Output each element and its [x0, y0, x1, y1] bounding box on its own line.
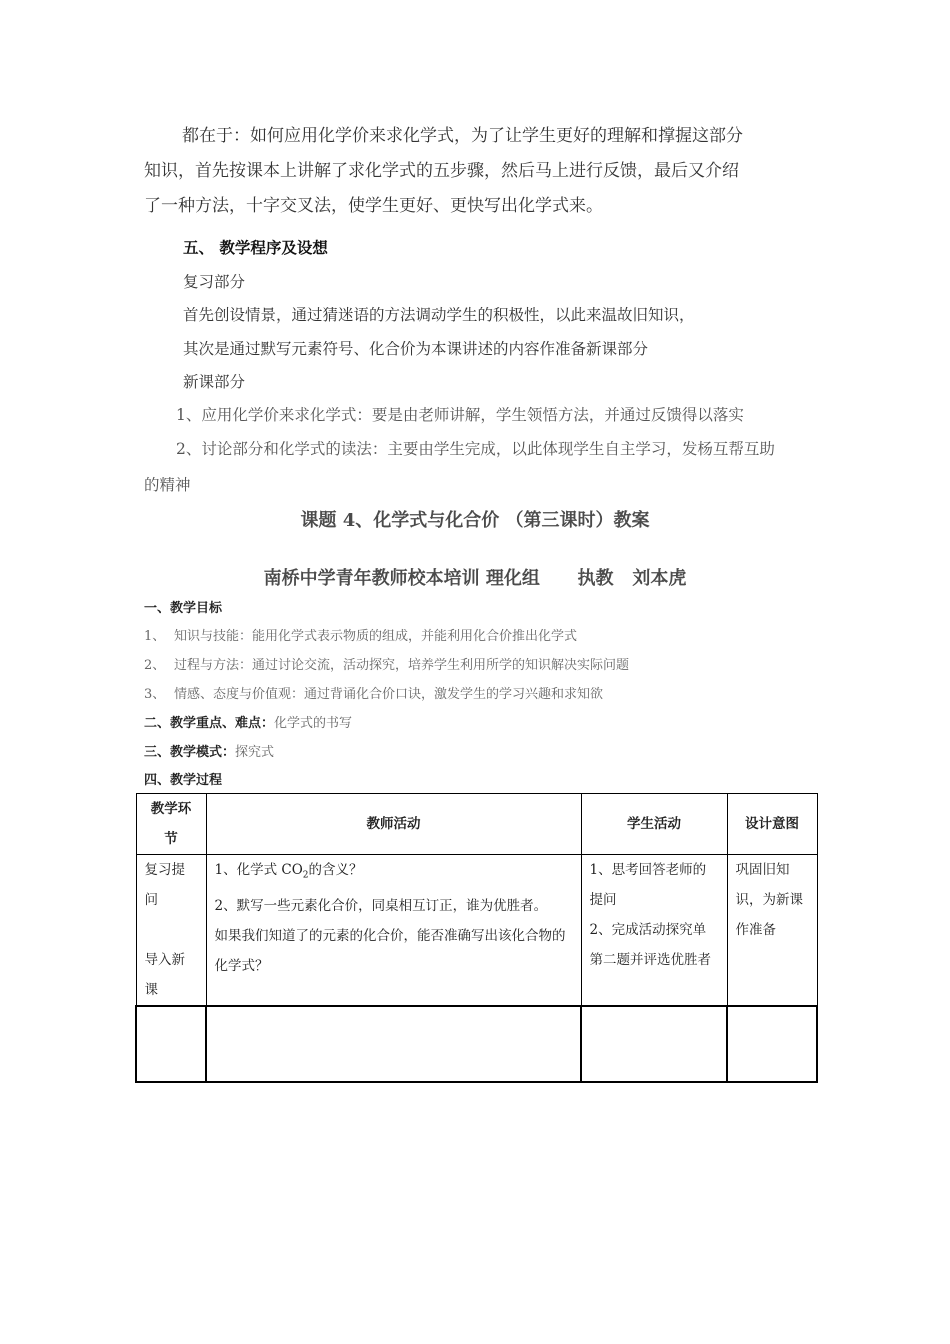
student-item-2: 2、完成活动探究单第二题并评选优胜者: [589, 922, 711, 968]
lesson-plan-table: [135, 793, 818, 1083]
stage-intro: 导入新课: [144, 952, 185, 998]
review-label: 复习部分: [183, 273, 246, 291]
table-row: [136, 855, 817, 1007]
design-intent: 巩固旧知识，为新课作准备: [735, 862, 803, 938]
header-teacher-activity: 教师活动: [206, 794, 581, 855]
teacher-item-1: 1、化学式 CO: [214, 862, 303, 878]
header-design-intent: 设计意图: [727, 794, 817, 855]
new-lesson-item-2-cont: 的精神: [144, 476, 191, 494]
new-lesson-label: 新课部分: [183, 373, 246, 391]
table-header-row: [136, 794, 817, 855]
empty-cell: [206, 1006, 581, 1082]
student-activity-cell: [581, 855, 727, 1007]
teacher-item-3: 如果我们知道了的元素的化合价，能否准确写出该化合物的化学式？: [214, 927, 566, 974]
design-intent-cell: [727, 855, 817, 1007]
teacher-item-2: 2、默写一些元素化合价，同桌相互订正，谁为优胜者。: [214, 897, 548, 914]
section5-heading: 五、 教学程序及设想: [183, 238, 328, 257]
objectives-heading: 一、教学目标: [144, 601, 223, 616]
review-paragraph-2: 其次是通过默写元素符号、化合价为本课讲述的内容作准备新课部分: [183, 340, 649, 358]
lesson-subtitle: 南桥中学青年教师校本培训 理化组 执教 刘本虎: [263, 568, 687, 589]
table-row-empty: [136, 1006, 817, 1082]
intro-line-3: 了一种方法，十字交叉法，使学生更好、更快写出化学式来。: [144, 196, 603, 216]
process-heading: 四、教学过程: [144, 773, 223, 788]
objective-item: 1、 知识与技能：能用化学式表示物质的组成，并能利用化合价推出化学式: [144, 629, 578, 644]
intro-line-2: 知识，首先按课本上讲解了求化学式的五步骤，然后马上进行反馈，最后又介绍: [144, 161, 739, 181]
key-points: 二、教学重点、难点：化学式的书写: [144, 716, 353, 731]
stage-cell: [136, 855, 206, 1007]
intro-paragraph: [144, 119, 809, 224]
objective-item: 2、 过程与方法：通过讨论交流，活动探究，培养学生利用所学的知识解决实际问题: [144, 658, 630, 673]
stage-review: 复习提问: [144, 862, 185, 908]
teacher-activity-cell: [206, 855, 581, 1007]
empty-cell: [136, 1006, 206, 1082]
teacher-item-1-end: 的含义？: [308, 862, 363, 878]
header-student-activity: 学生活动: [581, 794, 727, 855]
intro-line-1: 都在于：如何应用化学价来求化学式，为了让学生更好的理解和撑握这部分: [182, 126, 743, 146]
review-paragraph-1: 首先创设情景，通过猜迷语的方法调动学生的积极性，以此来温故旧知识，: [183, 306, 695, 324]
objective-item: 3、 情感、态度与价值观：通过背诵化合价口诀，激发学生的学习兴趣和求知欲: [144, 687, 604, 702]
empty-cell: [727, 1006, 817, 1082]
lesson-title: 课题 4、化学式与化合价 （第三课时）教案: [300, 510, 650, 531]
empty-cell: [581, 1006, 727, 1082]
teaching-mode: 三、教学模式：探究式: [144, 745, 275, 760]
new-lesson-item-2: 2、讨论部分和化学式的读法：主要由学生完成，以此体现学生自主学习，发杨互帮互助: [176, 440, 775, 458]
header-stage: 教学环节: [136, 794, 206, 855]
student-item-1: 1、思考回答老师的提问: [589, 862, 707, 908]
co2-subscript: 2: [302, 870, 309, 881]
new-lesson-item-1: 1、应用化学价来求化学式：要是由老师讲解，学生领悟方法，并通过反馈得以落实: [176, 406, 744, 424]
